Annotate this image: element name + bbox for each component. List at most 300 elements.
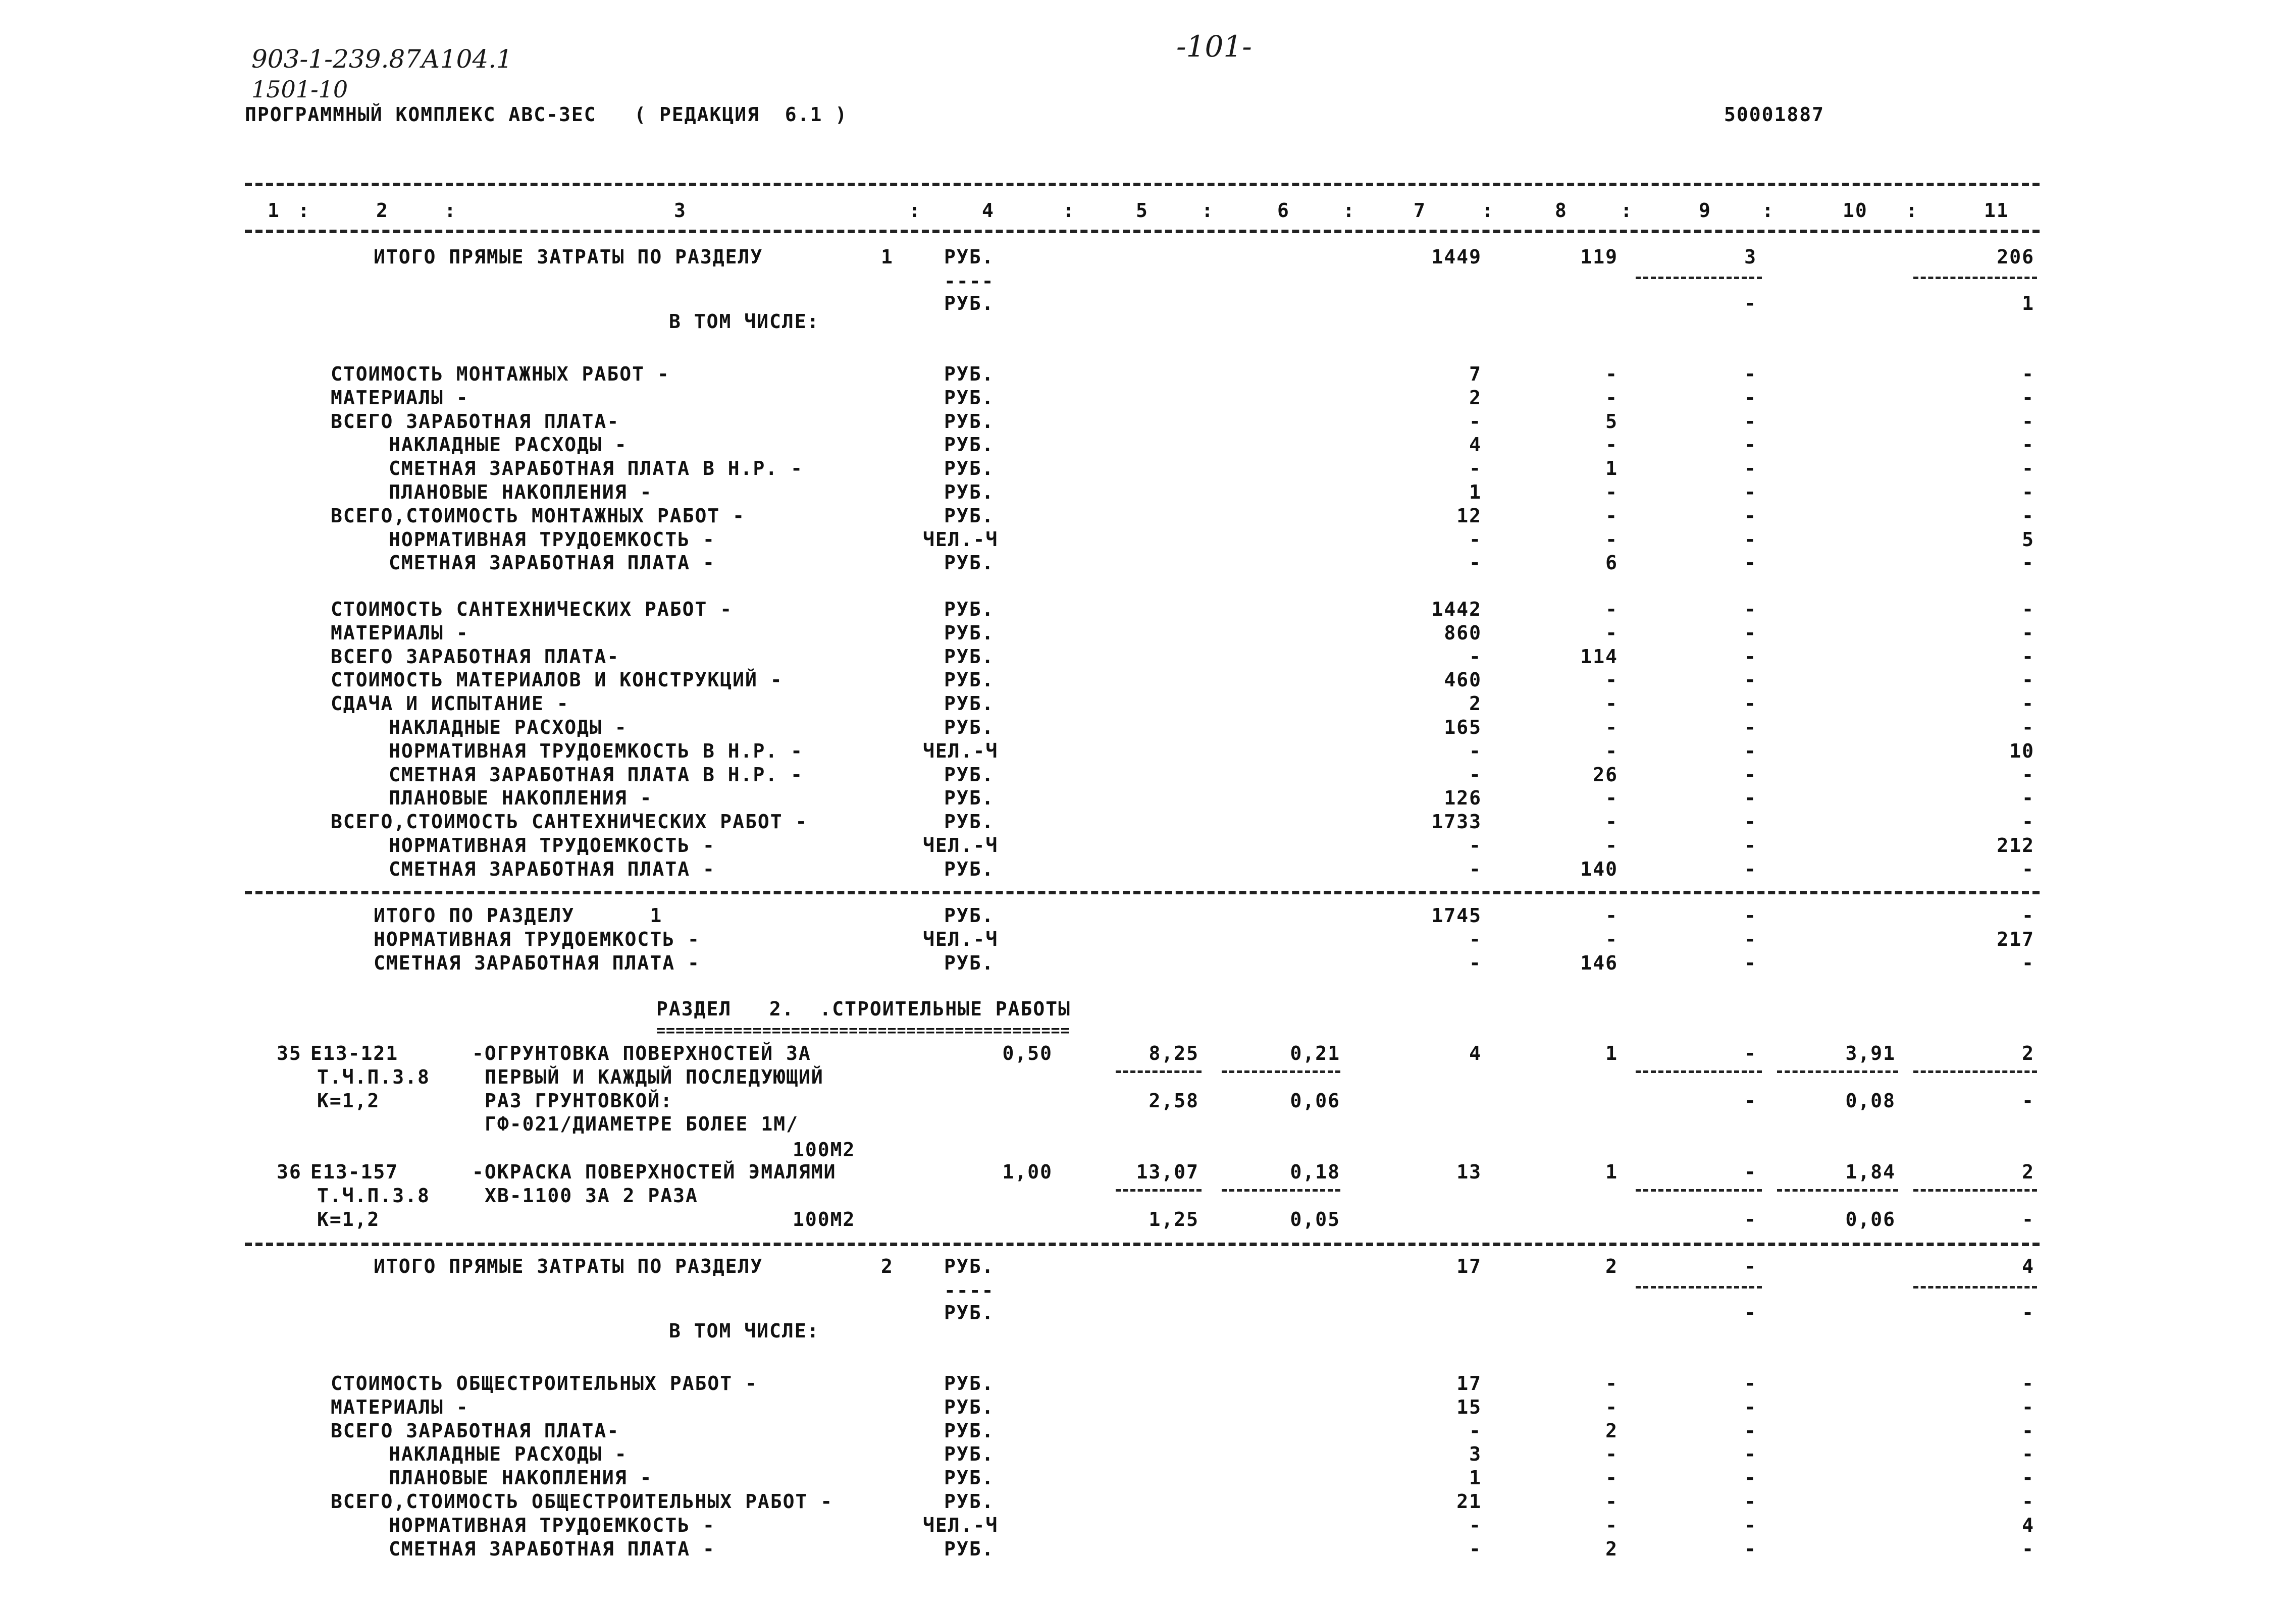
column-separator: :	[1906, 199, 1918, 222]
col5-value: 13,07	[1136, 1161, 1199, 1183]
item-description-line: ПЕРВЫЙ И КАЖДЫЙ ПОСЛЕДУЮЩИЙ	[485, 1065, 824, 1088]
col11-value: -	[2022, 716, 2034, 738]
section2-underline: ===========================================	[656, 1022, 1070, 1040]
col11-value: 2	[2022, 1161, 2034, 1183]
col8-value: -	[1605, 1514, 1618, 1536]
col8-value: -	[1605, 692, 1618, 715]
col8-value: -	[1605, 811, 1618, 833]
col8-value: 140	[1580, 857, 1618, 880]
col9-value: -	[1744, 386, 1757, 409]
col8-value: -	[1605, 669, 1618, 691]
col7-value: -	[1469, 763, 1482, 786]
sheet-code: 1501-10	[251, 76, 348, 103]
item-description-line: -ОКРАСКА ПОВЕРХНОСТЕЙ ЭМАЛЯМИ	[472, 1161, 837, 1183]
col11-value: 217	[1997, 928, 2034, 950]
col11-subrule	[1913, 277, 2037, 279]
col7-value: 460	[1444, 669, 1482, 691]
item-number: 36	[277, 1161, 302, 1183]
col10-subrule	[1777, 1189, 1898, 1192]
item-unit: 100М2	[793, 1208, 856, 1230]
col9-value: -	[1744, 1443, 1757, 1466]
col11-value: -	[2022, 1395, 2034, 1418]
page-number: -101-	[1176, 29, 1252, 64]
unit-dash: ----	[944, 1279, 995, 1302]
col8-value: -	[1605, 787, 1618, 810]
item-description-line: ГФ-021/ДИАМЕТРЕ БОЛЕЕ 1М/	[485, 1113, 799, 1136]
row-label: СМЕТНАЯ ЗАРАБОТНАЯ ПЛАТА -	[389, 1537, 715, 1560]
row-unit: РУБ.	[944, 434, 995, 456]
col10-value: 0,08	[1845, 1089, 1896, 1112]
col7-value: 3	[1469, 1443, 1482, 1466]
col7-value: 12	[1456, 504, 1482, 527]
col6-subrule	[1222, 1189, 1340, 1192]
row-label: МАТЕРИАЛЫ -	[331, 386, 469, 409]
col9-subrule	[1636, 1286, 1762, 1288]
row-label: СТОИМОСТЬ ОБЩЕСТРОИТЕЛЬНЫХ РАБОТ -	[331, 1372, 758, 1394]
col9-value: -	[1744, 363, 1757, 385]
row-unit: ЧЕЛ.-Ч	[923, 834, 999, 856]
col7-value: -	[1469, 739, 1482, 762]
row-label: СМЕТНАЯ ЗАРАБОТНАЯ ПЛАТА В Н.Р. -	[389, 457, 803, 480]
col8-value: -	[1605, 1467, 1618, 1489]
row-unit: РУБ.	[944, 787, 995, 810]
v-tom-chisle-label: В ТОМ ЧИСЛЕ:	[669, 310, 820, 333]
row-label: СМЕТНАЯ ЗАРАБОТНАЯ ПЛАТА -	[389, 552, 715, 574]
col7-value: 13	[1456, 1161, 1482, 1183]
col11-value: -	[2022, 457, 2034, 480]
unit-dash: ----	[944, 270, 995, 292]
col11-value: -	[2022, 1302, 2034, 1324]
column-number-1: 1	[268, 199, 280, 222]
row-label: НОРМАТИВНАЯ ТРУДОЕМКОСТЬ В Н.Р. -	[389, 739, 803, 762]
col8-value: 114	[1580, 645, 1618, 668]
column-separator: :	[1063, 199, 1075, 222]
row-unit: РУБ.	[944, 1372, 995, 1394]
col7-value: 1449	[1431, 246, 1482, 268]
col7-value: -	[1469, 457, 1482, 480]
col9-value: -	[1744, 1537, 1757, 1560]
col9-value: -	[1744, 292, 1757, 314]
col10-value: 1,84	[1845, 1161, 1896, 1183]
col11-value: -	[2022, 1537, 2034, 1560]
column-number-3: 3	[674, 199, 687, 222]
col11-value: -	[2022, 857, 2034, 880]
doc-number: 50001887	[1724, 103, 1825, 126]
row-label: ВСЕГО,СТОИМОСТЬ САНТЕХНИЧЕСКИХ РАБОТ -	[331, 811, 808, 833]
col8-value: -	[1605, 1443, 1618, 1466]
row-label: МАТЕРИАЛЫ -	[331, 621, 469, 644]
col7-value: -	[1469, 857, 1482, 880]
col7-value: -	[1469, 928, 1482, 950]
row-unit: РУБ.	[944, 1443, 995, 1466]
col8-value: -	[1605, 834, 1618, 856]
row-unit: РУБ.	[944, 363, 995, 385]
col8-value: -	[1605, 434, 1618, 456]
column-separator: :	[1202, 199, 1214, 222]
section2-items-end-rule	[245, 1243, 2040, 1246]
col11-value: -	[2022, 598, 2034, 620]
col7-value: -	[1469, 528, 1482, 551]
col9-value: -	[1744, 763, 1757, 786]
col9-value: -	[1744, 528, 1757, 551]
col11-value: -	[2022, 904, 2034, 927]
col11-value: -	[2022, 1467, 2034, 1489]
item-description-line: -ОГРУНТОВКА ПОВЕРХНОСТЕЙ ЗА	[472, 1042, 811, 1064]
column-number-6: 6	[1277, 199, 1290, 222]
col11-value: -	[2022, 552, 2034, 574]
row-unit: РУБ.	[944, 410, 995, 433]
itogo-label: ИТОГО ПРЯМЫЕ ЗАТРАТЫ ПО РАЗДЕЛУ	[374, 246, 763, 268]
item-description-line: ХВ-1100 ЗА 2 РАЗА	[485, 1184, 698, 1207]
row-unit: ЧЕЛ.-Ч	[923, 928, 999, 950]
row-unit: РУБ.	[944, 669, 995, 691]
col9-value: -	[1744, 951, 1757, 974]
col9-value: -	[1744, 481, 1757, 503]
col9-value: -	[1744, 716, 1757, 738]
col8-value: -	[1605, 1372, 1618, 1394]
row-label: СТОИМОСТЬ МАТЕРИАЛОВ И КОНСТРУКЦИЙ -	[331, 669, 783, 691]
column-separator: :	[444, 199, 457, 222]
col5-value: 2,58	[1149, 1089, 1199, 1112]
row-unit: РУБ.	[944, 951, 995, 974]
col9-value: -	[1744, 787, 1757, 810]
row-label: СМЕТНАЯ ЗАРАБОТНАЯ ПЛАТА В Н.Р. -	[389, 763, 803, 786]
row-label: ВСЕГО ЗАРАБОТНАЯ ПЛАТА-	[331, 1419, 620, 1442]
row-label: НОРМАТИВНАЯ ТРУДОЕМКОСТЬ -	[389, 528, 715, 551]
col11-value: -	[2022, 504, 2034, 527]
col11-value: -	[2022, 1419, 2034, 1442]
row-label: ПЛАНОВЫЕ НАКОПЛЕНИЯ -	[389, 481, 653, 503]
row-label: ПЛАНОВЫЕ НАКОПЛЕНИЯ -	[389, 1467, 653, 1489]
row-unit: РУБ.	[944, 1467, 995, 1489]
col10-value: 3,91	[1845, 1042, 1896, 1064]
col7-value: 17	[1456, 1372, 1482, 1394]
column-separator: :	[1762, 199, 1775, 222]
col11-value: -	[2022, 1089, 2034, 1112]
col11-value: -	[2022, 951, 2034, 974]
col7-value: 1745	[1431, 904, 1482, 927]
col11-value: -	[2022, 363, 2034, 385]
row-unit: РУБ.	[944, 481, 995, 503]
col11-value: -	[2022, 1443, 2034, 1466]
col7-value: 2	[1469, 386, 1482, 409]
col9-value: -	[1744, 1467, 1757, 1489]
row-unit: РУБ.	[944, 692, 995, 715]
col9-value: -	[1744, 834, 1757, 856]
row-label: СТОИМОСТЬ МОНТАЖНЫХ РАБОТ -	[331, 363, 670, 385]
column-number-4: 4	[982, 199, 995, 222]
unit: РУБ.	[944, 1302, 995, 1324]
col11-value: 206	[1997, 246, 2034, 268]
row-unit: РУБ.	[944, 552, 995, 574]
row-unit: РУБ.	[944, 857, 995, 880]
section2-title: РАЗДЕЛ 2. .СТРОИТЕЛЬНЫЕ РАБОТЫ	[656, 998, 1071, 1020]
row-label: НОРМАТИВНАЯ ТРУДОЕМКОСТЬ -	[389, 1514, 715, 1536]
col7-value: -	[1469, 834, 1482, 856]
col11-value: -	[2022, 669, 2034, 691]
col8-value: 1	[1605, 1161, 1618, 1183]
col5-value: 1,25	[1149, 1208, 1199, 1230]
row-label: НОРМАТИВНАЯ ТРУДОЕМКОСТЬ -	[389, 834, 715, 856]
col9-value: -	[1744, 598, 1757, 620]
col11-value: 4	[2022, 1255, 2034, 1277]
column-number-7: 7	[1414, 199, 1426, 222]
col7-value: -	[1469, 410, 1482, 433]
col6-subrule	[1222, 1070, 1340, 1073]
col11-value: 1	[2022, 292, 2034, 314]
col11-value: -	[2022, 1372, 2034, 1394]
col9-value: 3	[1744, 246, 1757, 268]
col7-value: 165	[1444, 716, 1482, 738]
col11-value: 2	[2022, 1042, 2034, 1064]
row-label: ВСЕГО,СТОИМОСТЬ ОБЩЕСТРОИТЕЛЬНЫХ РАБОТ -	[331, 1490, 833, 1513]
col11-value: -	[2022, 386, 2034, 409]
col8-value: -	[1605, 528, 1618, 551]
row-unit: РУБ.	[944, 904, 995, 927]
col9-subrule	[1636, 1189, 1762, 1192]
col6-value: 0,18	[1290, 1161, 1340, 1183]
column-separator: :	[1621, 199, 1633, 222]
column-number-9: 9	[1699, 199, 1711, 222]
col11-subrule	[1913, 1189, 2037, 1192]
col9-value: -	[1744, 457, 1757, 480]
col8-value: -	[1605, 904, 1618, 927]
top-rule	[245, 183, 2040, 186]
col6-value: 0,06	[1290, 1089, 1340, 1112]
item-description-line: РАЗ ГРУНТОВКОЙ:	[485, 1089, 673, 1112]
column-separator: :	[1343, 199, 1355, 222]
col9-value: -	[1744, 645, 1757, 668]
row-unit: ЧЕЛ.-Ч	[923, 1514, 999, 1536]
col10-subrule	[1777, 1070, 1898, 1073]
item-code2: Т.Ч.П.3.8	[317, 1065, 430, 1088]
itogo-section-num: 2	[881, 1255, 894, 1277]
row-label: СДАЧА И ИСПЫТАНИЕ -	[331, 692, 569, 715]
column-number-2: 2	[376, 199, 389, 222]
column-separator: :	[298, 199, 310, 222]
unit: РУБ.	[944, 246, 995, 268]
row-unit: ЧЕЛ.-Ч	[923, 739, 999, 762]
row-unit: РУБ.	[944, 457, 995, 480]
col7-value: 21	[1456, 1490, 1482, 1513]
col11-value: 4	[2022, 1514, 2034, 1536]
col9-value: -	[1744, 410, 1757, 433]
program-line: ПРОГРАММНЫЙ КОМПЛЕКС АВС-3ЕС ( РЕДАКЦИЯ 6.1 )	[245, 103, 848, 126]
row-unit: РУБ.	[944, 811, 995, 833]
col11-value: -	[2022, 1490, 2034, 1513]
col8-value: 2	[1605, 1255, 1618, 1277]
col8-value: -	[1605, 1395, 1618, 1418]
unit: РУБ.	[944, 1255, 995, 1277]
col7-value: 7	[1469, 363, 1482, 385]
col8-value: -	[1605, 739, 1618, 762]
itogo-row-label: ИТОГО ПО РАЗДЕЛУ 1	[374, 904, 663, 927]
row-unit: РУБ.	[944, 386, 995, 409]
col11-value: -	[2022, 763, 2034, 786]
col9-value: -	[1744, 1490, 1757, 1513]
section1-end-rule	[245, 891, 2040, 894]
col8-value: -	[1605, 928, 1618, 950]
row-label: МАТЕРИАЛЫ -	[331, 1395, 469, 1418]
col8-value: -	[1605, 1490, 1618, 1513]
v-tom-chisle-label: В ТОМ ЧИСЛЕ:	[669, 1320, 820, 1342]
col8-value: 5	[1605, 410, 1618, 433]
col9-value: -	[1744, 1255, 1757, 1277]
column-number-10: 10	[1843, 199, 1868, 222]
col8-value: 2	[1605, 1419, 1618, 1442]
col8-value: -	[1605, 386, 1618, 409]
col11-value: -	[2022, 787, 2034, 810]
col11-value: -	[2022, 1208, 2034, 1230]
col9-value: -	[1744, 1161, 1757, 1183]
col11-value: -	[2022, 811, 2034, 833]
col11-subrule	[1913, 1286, 2037, 1288]
row-unit: РУБ.	[944, 1490, 995, 1513]
col7-value: 2	[1469, 692, 1482, 715]
col7-value: -	[1469, 951, 1482, 974]
col9-value: -	[1744, 1419, 1757, 1442]
item-number: 35	[277, 1042, 302, 1064]
col7-value: 126	[1444, 787, 1482, 810]
col5-subrule	[1116, 1189, 1202, 1192]
col11-value: -	[2022, 692, 2034, 715]
col5-subrule	[1116, 1070, 1202, 1073]
col11-value: 5	[2022, 528, 2034, 551]
row-unit: РУБ.	[944, 621, 995, 644]
col7-value: 1733	[1431, 811, 1482, 833]
col7-value: -	[1469, 645, 1482, 668]
column-number-5: 5	[1136, 199, 1149, 222]
col7-value: 15	[1456, 1395, 1482, 1418]
col10-value: 0,06	[1845, 1208, 1896, 1230]
row-unit: РУБ.	[944, 716, 995, 738]
row-label: ВСЕГО ЗАРАБОТНАЯ ПЛАТА-	[331, 645, 620, 668]
doc-code: 903-1-239.87А104.1	[251, 44, 512, 74]
col9-value: -	[1744, 552, 1757, 574]
itogo-section-num: 1	[881, 246, 894, 268]
column-number-8: 8	[1555, 199, 1568, 222]
col8-value: -	[1605, 363, 1618, 385]
col5-value: 8,25	[1149, 1042, 1199, 1064]
col9-value: -	[1744, 1042, 1757, 1064]
col9-value: -	[1744, 857, 1757, 880]
col8-value: 6	[1605, 552, 1618, 574]
col11-value: -	[2022, 410, 2034, 433]
row-unit: РУБ.	[944, 1395, 995, 1418]
col7-value: 860	[1444, 621, 1482, 644]
row-label: ПЛАНОВЫЕ НАКОПЛЕНИЯ -	[389, 787, 653, 810]
unit: РУБ.	[944, 292, 995, 314]
row-unit: РУБ.	[944, 1419, 995, 1442]
row-unit: ЧЕЛ.-Ч	[923, 528, 999, 551]
col8-value: 26	[1593, 763, 1618, 786]
col7-value: -	[1469, 1514, 1482, 1536]
col7-value: -	[1469, 552, 1482, 574]
row-unit: РУБ.	[944, 504, 995, 527]
row-unit: РУБ.	[944, 1537, 995, 1560]
col9-value: -	[1744, 1208, 1757, 1230]
col11-value: -	[2022, 621, 2034, 644]
col9-value: -	[1744, 1372, 1757, 1394]
col7-value: 1	[1469, 1467, 1482, 1489]
col8-value: 1	[1605, 457, 1618, 480]
item-code: Е13-157	[310, 1161, 399, 1183]
col7-value: 1	[1469, 481, 1482, 503]
col7-value: 1442	[1431, 598, 1482, 620]
col4-value: 1,00	[1002, 1161, 1053, 1183]
col8-value: -	[1605, 621, 1618, 644]
col11-value: -	[2022, 645, 2034, 668]
col9-value: -	[1744, 904, 1757, 927]
row-label: НАКЛАДНЫЕ РАСХОДЫ -	[389, 1443, 628, 1466]
row-unit: РУБ.	[944, 645, 995, 668]
col9-value: -	[1744, 1302, 1757, 1324]
item-code: Е13-121	[310, 1042, 399, 1064]
itogo-label: ИТОГО ПРЯМЫЕ ЗАТРАТЫ ПО РАЗДЕЛУ	[374, 1255, 763, 1277]
col4-value: 0,50	[1002, 1042, 1053, 1064]
col9-value: -	[1744, 1514, 1757, 1536]
row-label: ВСЕГО ЗАРАБОТНАЯ ПЛАТА-	[331, 410, 620, 433]
col8-value: -	[1605, 481, 1618, 503]
row-unit: РУБ.	[944, 763, 995, 786]
col7-value: -	[1469, 1537, 1482, 1560]
col8-value: 146	[1580, 951, 1618, 974]
header-bottom-rule	[245, 230, 2040, 233]
item-unit: 100М2	[793, 1139, 856, 1161]
col8-value: -	[1605, 504, 1618, 527]
row-unit: РУБ.	[944, 598, 995, 620]
row-label: НАКЛАДНЫЕ РАСХОДЫ -	[389, 716, 628, 738]
col9-value: -	[1744, 739, 1757, 762]
col8-value: -	[1605, 716, 1618, 738]
column-separator: :	[1482, 199, 1494, 222]
col7-value: 17	[1456, 1255, 1482, 1277]
item-code3: К=1,2	[317, 1089, 380, 1112]
item-code2: Т.Ч.П.3.8	[317, 1184, 430, 1207]
col7-value: 4	[1469, 1042, 1482, 1064]
column-separator: :	[909, 199, 921, 222]
col7-value: 4	[1469, 434, 1482, 456]
row-label: НАКЛАДНЫЕ РАСХОДЫ -	[389, 434, 628, 456]
col9-value: -	[1744, 621, 1757, 644]
col9-subrule	[1636, 277, 1762, 279]
col8-value: 2	[1605, 1537, 1618, 1560]
row-label: СТОИМОСТЬ САНТЕХНИЧЕСКИХ РАБОТ -	[331, 598, 733, 620]
col11-value: 10	[2009, 739, 2034, 762]
col6-value: 0,05	[1290, 1208, 1340, 1230]
col9-value: -	[1744, 928, 1757, 950]
col11-value: -	[2022, 434, 2034, 456]
itogo-row-label: СМЕТНАЯ ЗАРАБОТНАЯ ПЛАТА -	[374, 951, 700, 974]
row-label: ВСЕГО,СТОИМОСТЬ МОНТАЖНЫХ РАБОТ -	[331, 504, 745, 527]
col9-value: -	[1744, 504, 1757, 527]
row-label: СМЕТНАЯ ЗАРАБОТНАЯ ПЛАТА -	[389, 857, 715, 880]
col9-value: -	[1744, 434, 1757, 456]
col8-value: -	[1605, 598, 1618, 620]
col8-value: 1	[1605, 1042, 1618, 1064]
col9-value: -	[1744, 669, 1757, 691]
col6-value: 0,21	[1290, 1042, 1340, 1064]
column-number-11: 11	[1984, 199, 2009, 222]
item-code3: К=1,2	[317, 1208, 380, 1230]
col11-value: 212	[1997, 834, 2034, 856]
col11-value: -	[2022, 481, 2034, 503]
col7-value: -	[1469, 1419, 1482, 1442]
col8-value: 119	[1580, 246, 1618, 268]
col9-value: -	[1744, 692, 1757, 715]
col9-value: -	[1744, 1089, 1757, 1112]
itogo-row-label: НОРМАТИВНАЯ ТРУДОЕМКОСТЬ -	[374, 928, 700, 950]
